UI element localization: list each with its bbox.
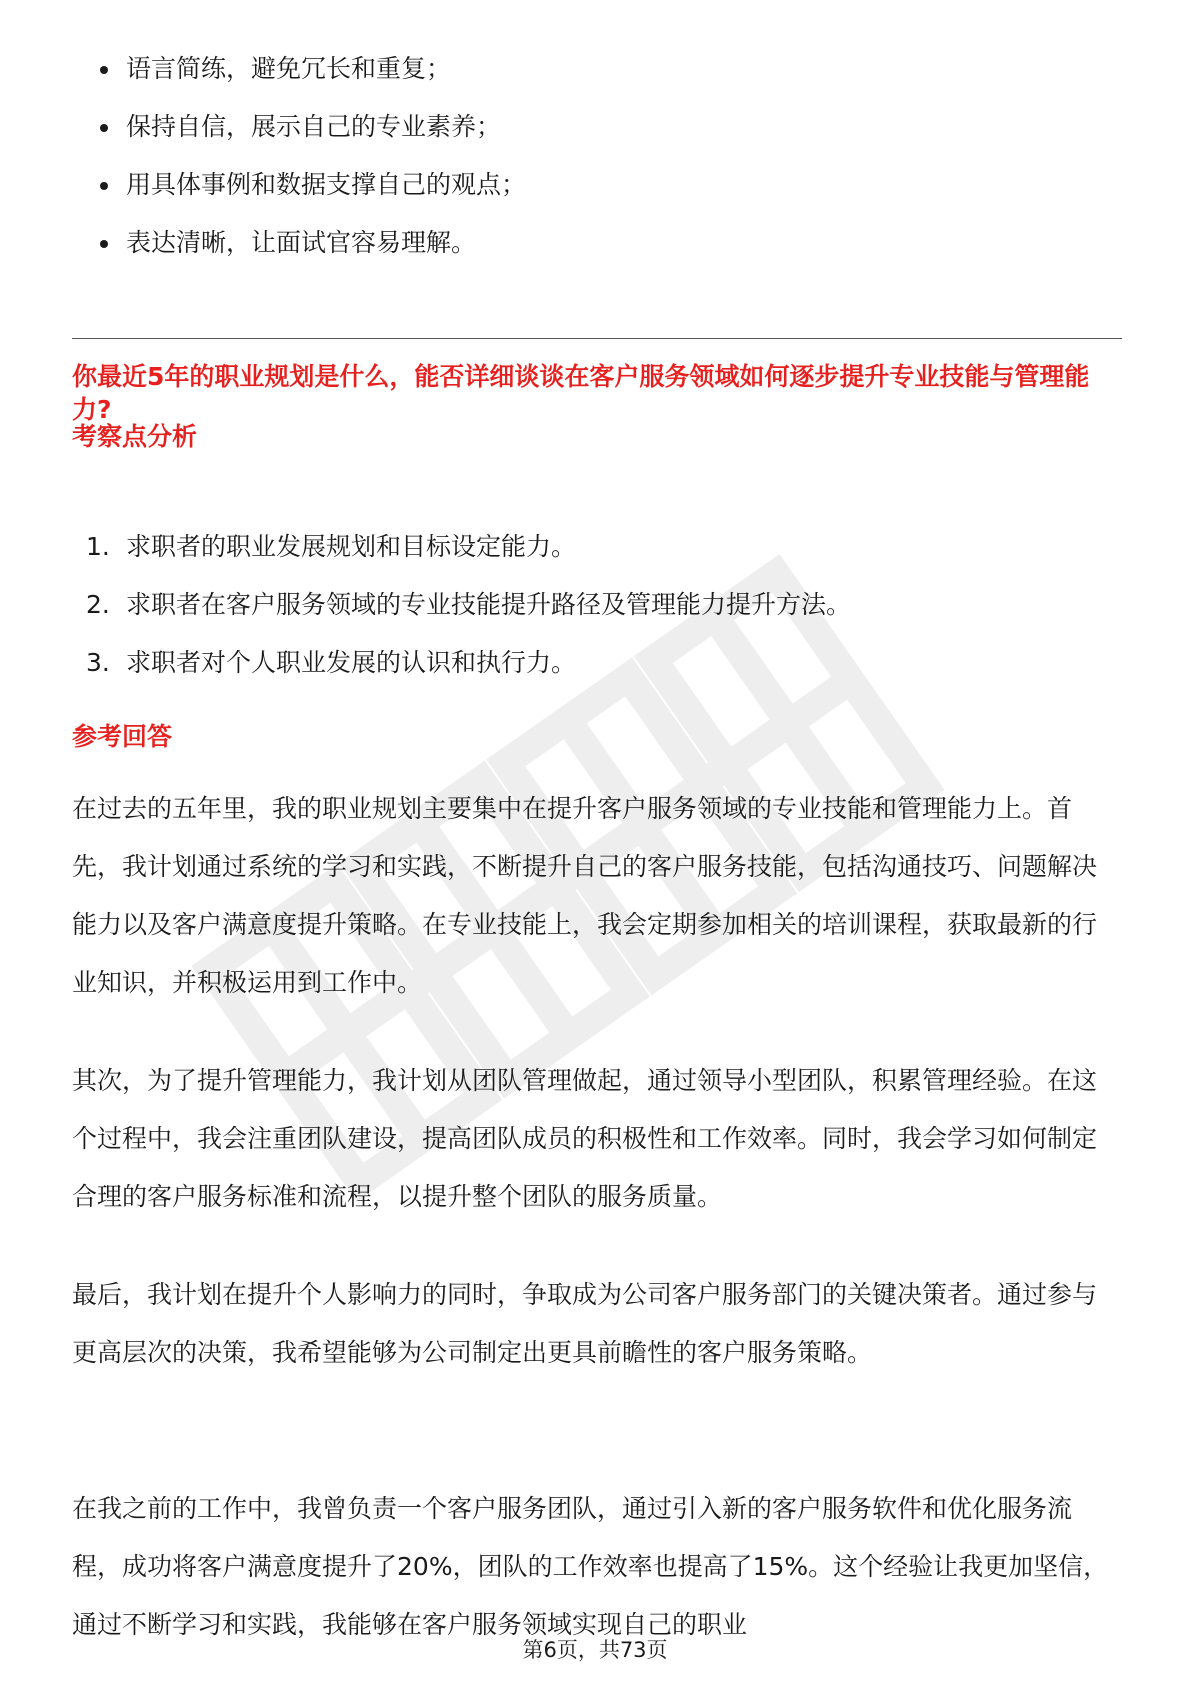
list-item: 3. 求职者对个人职业发展的认识和执行力。 [72,646,1122,680]
analysis-list [72,530,1122,704]
bullet-icon [100,240,108,248]
list-item: 用具体事例和数据支撑自己的观点； [72,168,1122,202]
item-number: 1. [86,532,110,561]
item-number: 3. [86,648,110,677]
tips-list [72,52,1122,260]
answer-paragraph: 最后，我计划在提升个人影响力的同时，争取成为公司客户服务部门的关键决策者。通过参与更高层次的决策，我希望能够为公司制定出更具前瞻性的客户服务策略。 [72,1280,1098,1367]
bullet-icon [100,182,108,190]
interview-question: 你最近5年的职业规划是什么，能否详细谈谈在客户服务领域如何逐步提升专业技能与管理能力? [72,362,1090,424]
list-item: 2. 求职者在客户服务领域的专业技能提升路径及管理能力提升方法。 [72,588,1122,622]
answer-paragraph: 在过去的五年里，我的职业规划主要集中在提升客户服务领域的专业技能和管理能力上。首先，我计划通过系统的学习和实践，不断提升自己的客户服务技能，包括沟通技巧、问题解决能力以及客户满意度提升策略。在专业技能上，我会定期参加相关的培训课程，获取最新的行业知识，并积极运用到工作中。 [72,794,1098,997]
bullet-icon [100,66,108,74]
list-item: 语言简练，避免冗长和重复； [72,52,1122,86]
list-item: 表达清晰，让面试官容易理解。 [72,226,1122,260]
page-number: 第6页，共73页 [522,1638,668,1662]
bullet-icon [100,124,108,132]
tips-section [72,52,1122,284]
item-number: 2. [86,590,110,619]
list-item: 1. 求职者的职业发展规划和目标设定能力。 [72,530,1122,564]
answer-paragraph: 其次，为了提升管理能力，我计划从团队管理做起，通过领导小型团队，积累管理经验。在这个过程中，我会注重团队建设，提高团队成员的积极性和工作效率。同时，我会学习如何制定合理的客户服务标准和流程，以提升整个团队的服务质量。 [72,1066,1098,1211]
section-divider [72,338,1122,339]
answer-paragraph: 在我之前的工作中，我曾负责一个客户服务团队，通过引入新的客户服务软件和优化服务流程，成功将客户满意度提升了20%，团队的工作效率也提高了15%。这个经验让我更加坚信，通过不断学习和实践，我能够在客户服务领域实现自己的职业 [72,1494,1109,1639]
answer-heading: 参考回答 [72,722,173,751]
analysis-heading: 考察点分析 [72,422,198,451]
list-item: 保持自信，展示自己的专业素养； [72,110,1122,144]
